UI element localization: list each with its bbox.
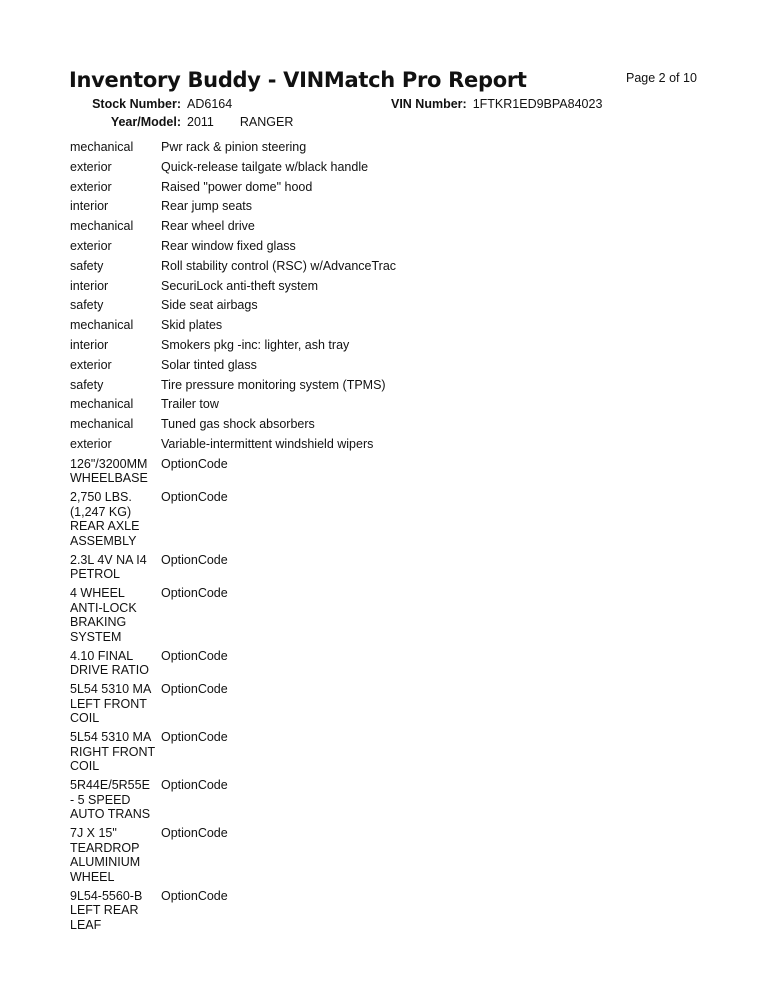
option-name-line: TEARDROP — [70, 840, 140, 855]
year-model-label: Year/Model: — [110, 115, 181, 129]
feature-row — [70, 298, 690, 318]
option-row — [70, 490, 690, 548]
feature-description: Tuned gas shock absorbers — [161, 417, 315, 432]
option-row — [70, 826, 690, 884]
option-name-line: BRAKING — [70, 615, 127, 630]
feature-description: Pwr rack & pinion steering — [161, 140, 307, 154]
feature-description: Skid plates — [161, 318, 223, 333]
feature-category: mechanical — [70, 417, 134, 432]
feature-category: exterior — [70, 238, 112, 253]
option-name-line: 126"/3200MM — [70, 456, 148, 471]
option-name-line: REAR AXLE — [70, 519, 140, 534]
feature-description: Tire pressure monitoring system (TPMS) — [161, 377, 386, 392]
feature-row — [70, 417, 690, 437]
feature-category: exterior — [70, 357, 112, 372]
feature-description: Smokers pkg -inc: lighter, ash tray — [161, 337, 350, 352]
option-type: OptionCode — [161, 778, 228, 793]
option-type: OptionCode — [161, 648, 228, 663]
feature-description: Rear wheel drive — [161, 219, 255, 234]
option-name-line: AUTO TRANS — [70, 807, 151, 822]
option-name-line: 4.10 FINAL — [70, 648, 134, 663]
vin-number-value: 1FTKR1ED9BPA84023 — [472, 97, 603, 111]
feature-row — [70, 239, 690, 259]
feature-category: interior — [70, 199, 109, 214]
feature-description: Trailer tow — [161, 397, 219, 412]
option-name-line: 5R44E/5R55E — [70, 778, 150, 793]
option-row — [70, 457, 690, 486]
equipment-list — [70, 140, 690, 937]
feature-category: mechanical — [70, 318, 134, 333]
feature-description: Raised "power dome" hood — [161, 179, 313, 194]
option-name-line: LEFT FRONT — [70, 696, 147, 711]
option-name-line: 9L54-5560-B — [70, 888, 143, 903]
feature-row — [70, 180, 690, 200]
option-name-line: COIL — [70, 759, 100, 774]
option-row — [70, 682, 690, 726]
stock-number-label: Stock Number: — [92, 97, 181, 111]
option-name-line: DRIVE RATIO — [70, 663, 149, 678]
option-name — [70, 730, 161, 774]
option-name-line: PETROL — [70, 567, 121, 582]
feature-row — [70, 318, 690, 338]
option-type: OptionCode — [161, 490, 228, 505]
feature-category: mechanical — [70, 140, 134, 154]
option-name — [70, 826, 161, 884]
option-type: OptionCode — [161, 888, 228, 903]
option-row — [70, 889, 690, 933]
feature-row — [70, 259, 690, 279]
feature-row — [70, 437, 690, 457]
feature-category: mechanical — [70, 219, 134, 234]
option-type: OptionCode — [161, 586, 228, 601]
feature-description: Rear window fixed glass — [161, 238, 296, 253]
option-name — [70, 586, 161, 644]
feature-row — [70, 279, 690, 299]
option-name — [70, 778, 161, 822]
feature-row — [70, 397, 690, 417]
option-type: OptionCode — [161, 456, 228, 471]
feature-row — [70, 378, 690, 398]
option-type: OptionCode — [161, 826, 228, 841]
option-name-line: ANTI-LOCK — [70, 600, 137, 615]
feature-row — [70, 160, 690, 180]
feature-description: SecuriLock anti-theft system — [161, 278, 319, 293]
year-value: 2011 — [187, 115, 214, 129]
option-type: OptionCode — [161, 682, 228, 697]
report-title: Inventory Buddy - VINMatch Pro Report — [69, 68, 527, 92]
option-type: OptionCode — [161, 730, 228, 745]
feature-category: exterior — [70, 159, 112, 174]
option-name-line: - 5 SPEED — [70, 792, 131, 807]
option-name-line: LEAF — [70, 917, 102, 932]
stock-number-value: AD6164 — [187, 97, 233, 111]
feature-category: interior — [70, 337, 109, 352]
option-name-line: COIL — [70, 711, 100, 726]
feature-row — [70, 358, 690, 378]
feature-category: interior — [70, 278, 109, 293]
option-row — [70, 586, 690, 644]
option-row — [70, 553, 690, 582]
feature-category: exterior — [70, 179, 112, 194]
option-name — [70, 490, 161, 548]
vin-number-label: VIN Number: — [391, 97, 467, 111]
option-name-line: 4 WHEEL — [70, 586, 125, 601]
feature-category: safety — [70, 377, 104, 392]
feature-description: Rear jump seats — [161, 199, 253, 214]
feature-category: safety — [70, 258, 104, 273]
option-row — [70, 649, 690, 678]
option-name-line: 5L54 5310 MA — [70, 682, 152, 697]
feature-category: safety — [70, 298, 104, 313]
feature-description: Roll stability control (RSC) w/AdvanceTrac — [161, 258, 397, 273]
option-name-line: 2,750 LBS. — [70, 490, 132, 505]
option-name-line: 2.3L 4V NA I4 — [70, 552, 147, 567]
option-name-line: WHEEL — [70, 869, 115, 884]
feature-row — [70, 219, 690, 239]
option-name — [70, 682, 161, 726]
feature-row — [70, 140, 690, 160]
option-name-line: WHEELBASE — [70, 471, 148, 486]
feature-description: Side seat airbags — [161, 298, 258, 313]
feature-row — [70, 338, 690, 358]
option-type: OptionCode — [161, 552, 228, 567]
option-name — [70, 553, 161, 582]
option-name-line: RIGHT FRONT — [70, 744, 156, 759]
feature-description: Quick-release tailgate w/black handle — [161, 159, 369, 174]
stock-number-field — [70, 97, 232, 111]
feature-category: mechanical — [70, 397, 134, 412]
feature-row — [70, 199, 690, 219]
option-name-line: 7J X 15" — [70, 826, 117, 841]
year-model-field — [70, 115, 293, 129]
option-name-line: (1,247 KG) — [70, 504, 132, 519]
model-value: RANGER — [239, 115, 294, 129]
option-name-line: ALUMINIUM — [70, 855, 141, 870]
option-name-line: SYSTEM — [70, 629, 122, 644]
option-name — [70, 889, 161, 933]
vin-number-field — [391, 97, 602, 111]
feature-category: exterior — [70, 436, 112, 451]
option-name-line: ASSEMBLY — [70, 533, 137, 548]
option-row — [70, 730, 690, 774]
option-name — [70, 457, 161, 486]
option-name-line: LEFT REAR — [70, 903, 139, 918]
option-name — [70, 649, 161, 678]
option-name-line: 5L54 5310 MA — [70, 730, 152, 745]
feature-description: Solar tinted glass — [161, 357, 257, 372]
page-number: Page 2 of 10 — [626, 71, 697, 85]
feature-description: Variable-intermittent windshield wipers — [161, 436, 374, 451]
option-row — [70, 778, 690, 822]
